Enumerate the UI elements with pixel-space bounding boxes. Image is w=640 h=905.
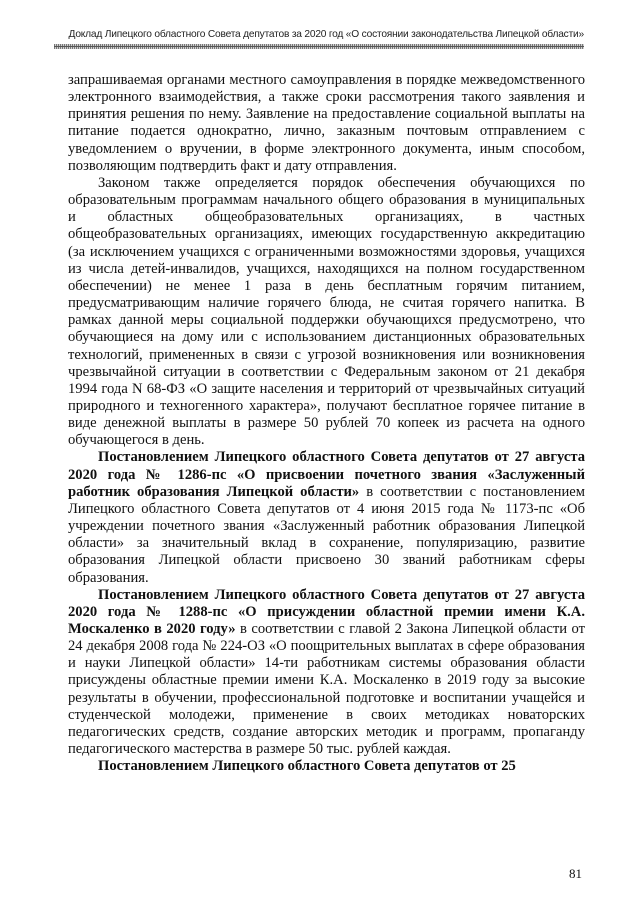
paragraph-5-bold: Постановлением Липецкого областного Совета депутатов от 25 — [98, 758, 516, 775]
page-number: 81 — [569, 866, 582, 881]
paragraph-2 — [68, 175, 585, 450]
paragraph-5 — [68, 758, 585, 775]
document-body — [68, 72, 585, 775]
paragraph-1-text: запрашиваемая органами местного самоуправления в порядке межведомственного электронного взаимодействия, а также сроки рассмотрения такого заявления и принятия решения по нему. Заявление на предоставление социальной выплаты на питание подается однократно, лично, заказным почтовым отправлением с уведомлением о вручении, в форме электронного документа, иным способом, позволяющим подтвердить факт и дату отправления. — [68, 72, 585, 174]
paragraph-2-text: Законом также определяется порядок обеспечения обучающихся по образовательным программам начального общего образования в муниципальных и областных общеобразовательных организациях, в частных общеобразовательных организациях, имеющих государственную аккредитацию (за исключением учащихся с ограниченными возможностями здоровья, учащихся из числа детей-инвалидов, учащихся, находящихся на полном государственном обеспечении) не менее 1 раза в день бесплатным горячим питанием, предусматривающим наличие горячего блюда, не считая горячего напитка. В рамках данной меры социальной поддержки обучающихся предусмотрено, что обучающиеся на дому или с использованием дистанционных образовательных технологий, примененных в связи с угрозой возникновения или возникновения чрезвычайной ситуации в соответствии с Федеральным законом от 21 декабря 1994 года N 68-ФЗ «О защите населения и территорий от чрезвычайных ситуаций природного и техногенного характера», получают бесплатное горячее питание в виде денежной выплаты в размере 50 рублей 70 копеек из расчета на одного обучающегося в день. — [68, 174, 585, 449]
running-header: Доклад Липецкого областного Совета депутатов за 2020 год «О состоянии законодательства Липецкой области» — [68, 29, 584, 40]
paragraph-4-bold: Постановлением Липецкого областного Совета депутатов от 27 августа 2020 года № 1288-пс «О присуждении областной премии имени К.А. Москаленко в 2020 году» — [68, 586, 585, 637]
header-rule — [54, 44, 584, 49]
paragraph-1 — [68, 72, 585, 175]
paragraph-3 — [68, 449, 585, 586]
paragraph-3-bold: Постановлением Липецкого областного Совета депутатов от 27 августа 2020 года № 1286-пс «О присвоении почетного звания «Заслуженный работник образования Липецкой области» — [68, 449, 585, 500]
paragraph-3-text: в соответствии с постановлением Липецкого областного Совета депутатов от 4 июня 2015 года № 1173-пс «Об учреждении почетного звания «Заслуженный работник образования Липецкой области» за значительный вклад в сохранение, популяризацию, развитие образования Липецкой области присвоено 30 званий работникам сферы образования. — [68, 483, 585, 586]
paragraph-4-text: в соответствии с главой 2 Закона Липецкой области от 24 декабря 2008 года № 224-ОЗ «О поощрительных выплатах в сфере образования и науки Липецкой области» 14-ти работникам системы образования области присуждены областные премии имени К.А. Москаленко в 2019 году за высокие результаты в обучении, профессиональной подготовке и воспитании учащейся и студенческой молодежи, применение в своих методиках новаторских педагогических средств, создание авторских методик и программ, пропаганду педагогического мастерства в размере 50 тыс. рублей каждая. — [68, 621, 585, 758]
paragraph-4 — [68, 587, 585, 759]
